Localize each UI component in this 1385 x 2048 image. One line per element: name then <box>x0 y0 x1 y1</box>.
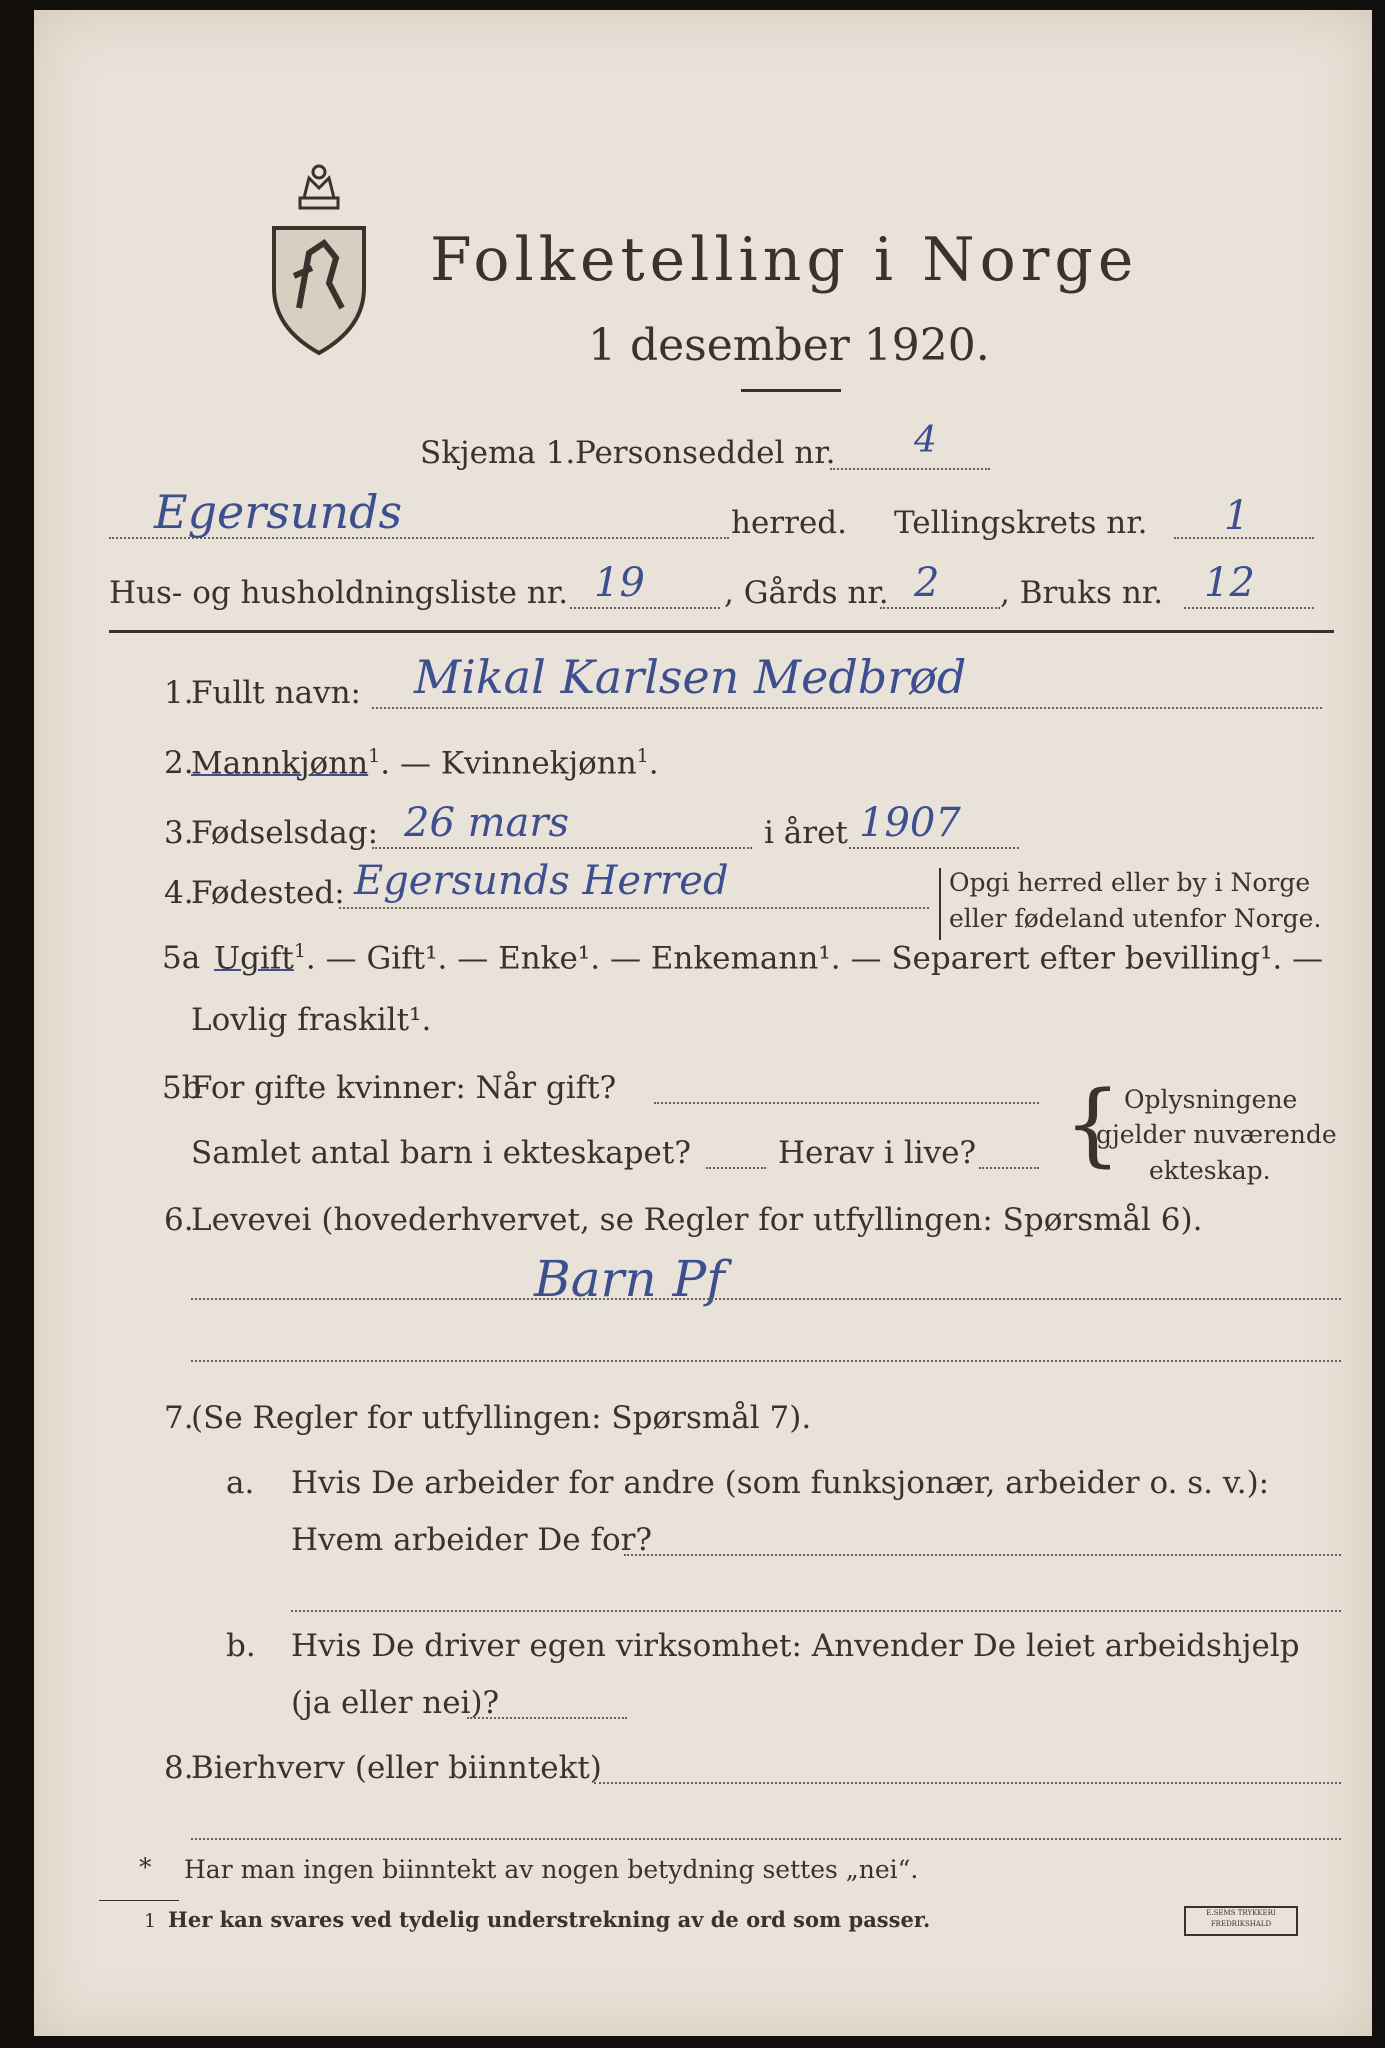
q3-number: 3. <box>164 815 194 851</box>
hus-label: Hus- og husholdningsliste nr. <box>109 575 569 611</box>
footnote-star-text: Har man ingen biinntekt av nogen betydning settes „nei“. <box>184 1855 919 1884</box>
q7a-line2: Hvem arbeider De for? <box>291 1522 653 1558</box>
q7b-letter: b. <box>226 1628 256 1664</box>
tellingskrets-label: Tellingskrets nr. <box>894 505 1148 541</box>
q5b-number: 5b <box>162 1070 202 1106</box>
personseddel-value[interactable]: 4 <box>914 420 937 461</box>
q4-note-line2: eller fødeland utenfor Norge. <box>949 904 1322 933</box>
q8-label: Bierhverv (eller biinntekt) <box>191 1750 602 1786</box>
q5a-line: Ugift$^1$. — Gift¹. — Enke¹. — Enkemann¹. — Separert efter bevilling¹. — <box>214 940 1324 977</box>
bruks-value[interactable]: 12 <box>1204 560 1255 606</box>
q1-label: Fullt navn: <box>191 675 361 711</box>
q1-number: 1. <box>164 675 194 711</box>
q2-gender-line: Mannkjønn$^1$. — Kvinnekjønn$^1$. <box>191 745 659 782</box>
q6-number: 6. <box>164 1202 194 1238</box>
personseddel-label: Personseddel nr. <box>575 435 836 471</box>
footnote-one-mark: 1 <box>144 1910 157 1932</box>
q4-birthplace-value[interactable]: Egersunds Herred <box>354 858 729 904</box>
q6-label: Levevei (hovederhvervet, se Regler for utfyllingen: Spørsmål 6). <box>191 1202 1203 1238</box>
q5b-line2b: Herav i live? <box>778 1135 977 1171</box>
hus-value[interactable]: 19 <box>594 560 645 606</box>
q8-number: 8. <box>164 1750 194 1786</box>
census-date: 1 desember 1920. <box>588 320 990 371</box>
q4-number: 4. <box>164 875 194 911</box>
q5b-line2a: Samlet antal barn i ekteskapet? <box>191 1135 691 1171</box>
schema-label: Skjema 1. <box>420 435 576 471</box>
q3-label: Fødselsdag: <box>191 815 379 851</box>
printer-stamp: E.SEMS TRYKKERI FREDRIKSHALD <box>1184 1906 1298 1936</box>
q7b-line1: Hvis De driver egen virksomhet: Anvender De leiet arbeidshjelp <box>291 1628 1300 1664</box>
title-divider <box>741 389 841 392</box>
q7a-letter: a. <box>226 1465 255 1501</box>
herred-label: herred. <box>731 505 847 541</box>
census-form-page <box>34 10 1372 2036</box>
gards-value[interactable]: 2 <box>914 560 940 606</box>
q7a-line1: Hvis De arbeider for andre (som funksjonær, arbeider o. s. v.): <box>291 1465 1270 1501</box>
q5a-number: 5a <box>162 940 201 976</box>
q5b-line1: For gifte kvinner: Når gift? <box>191 1070 617 1106</box>
footnote-star-mark: * <box>139 1853 152 1882</box>
q5a-ugift-option[interactable]: Ugift <box>214 940 294 977</box>
q7-number: 7. <box>164 1400 194 1436</box>
q5b-note1: Oplysningene <box>1124 1085 1298 1114</box>
q5b-note2: gjelder nuværende <box>1096 1120 1337 1149</box>
q3-birthday-value[interactable]: 26 mars <box>404 800 570 846</box>
q2-number: 2. <box>164 745 194 781</box>
q2-female-option[interactable]: Kvinnekjønn <box>440 745 637 782</box>
q2-male-option[interactable]: Mannkjønn <box>191 745 369 782</box>
footnote-one-text: Her kan svares ved tydelig understrekning av de ord som passer. <box>168 1907 931 1932</box>
q5a-line2: Lovlig fraskilt¹. <box>191 1002 432 1038</box>
form-title: Folketelling i Norge <box>430 225 1139 295</box>
header-divider <box>109 630 1334 633</box>
q4-note-line1: Opgi herred eller by i Norge <box>949 868 1311 897</box>
gards-label: , Gårds nr. <box>724 575 889 611</box>
q4-label: Fødested: <box>191 875 345 911</box>
q1-fullname-value[interactable]: Mikal Karlsen Medbrød <box>414 650 967 704</box>
q3-year-value[interactable]: 1907 <box>859 800 961 846</box>
q3-year-label: i året <box>764 815 848 851</box>
q7-label: (Se Regler for utfyllingen: Spørsmål 7). <box>191 1400 812 1436</box>
q7b-line2: (ja eller nei)? <box>291 1685 500 1721</box>
q5b-brace-icon: { <box>1064 1072 1122 1177</box>
tellingskrets-value[interactable]: 1 <box>1224 493 1250 539</box>
herred-value[interactable]: Egersunds <box>154 485 403 539</box>
coat-of-arms-icon <box>264 158 374 358</box>
q6-occupation-value[interactable]: Barn Pf <box>534 1250 725 1308</box>
bruks-label: , Bruks nr. <box>1000 575 1164 611</box>
q5b-note3: ekteskap. <box>1149 1156 1271 1185</box>
